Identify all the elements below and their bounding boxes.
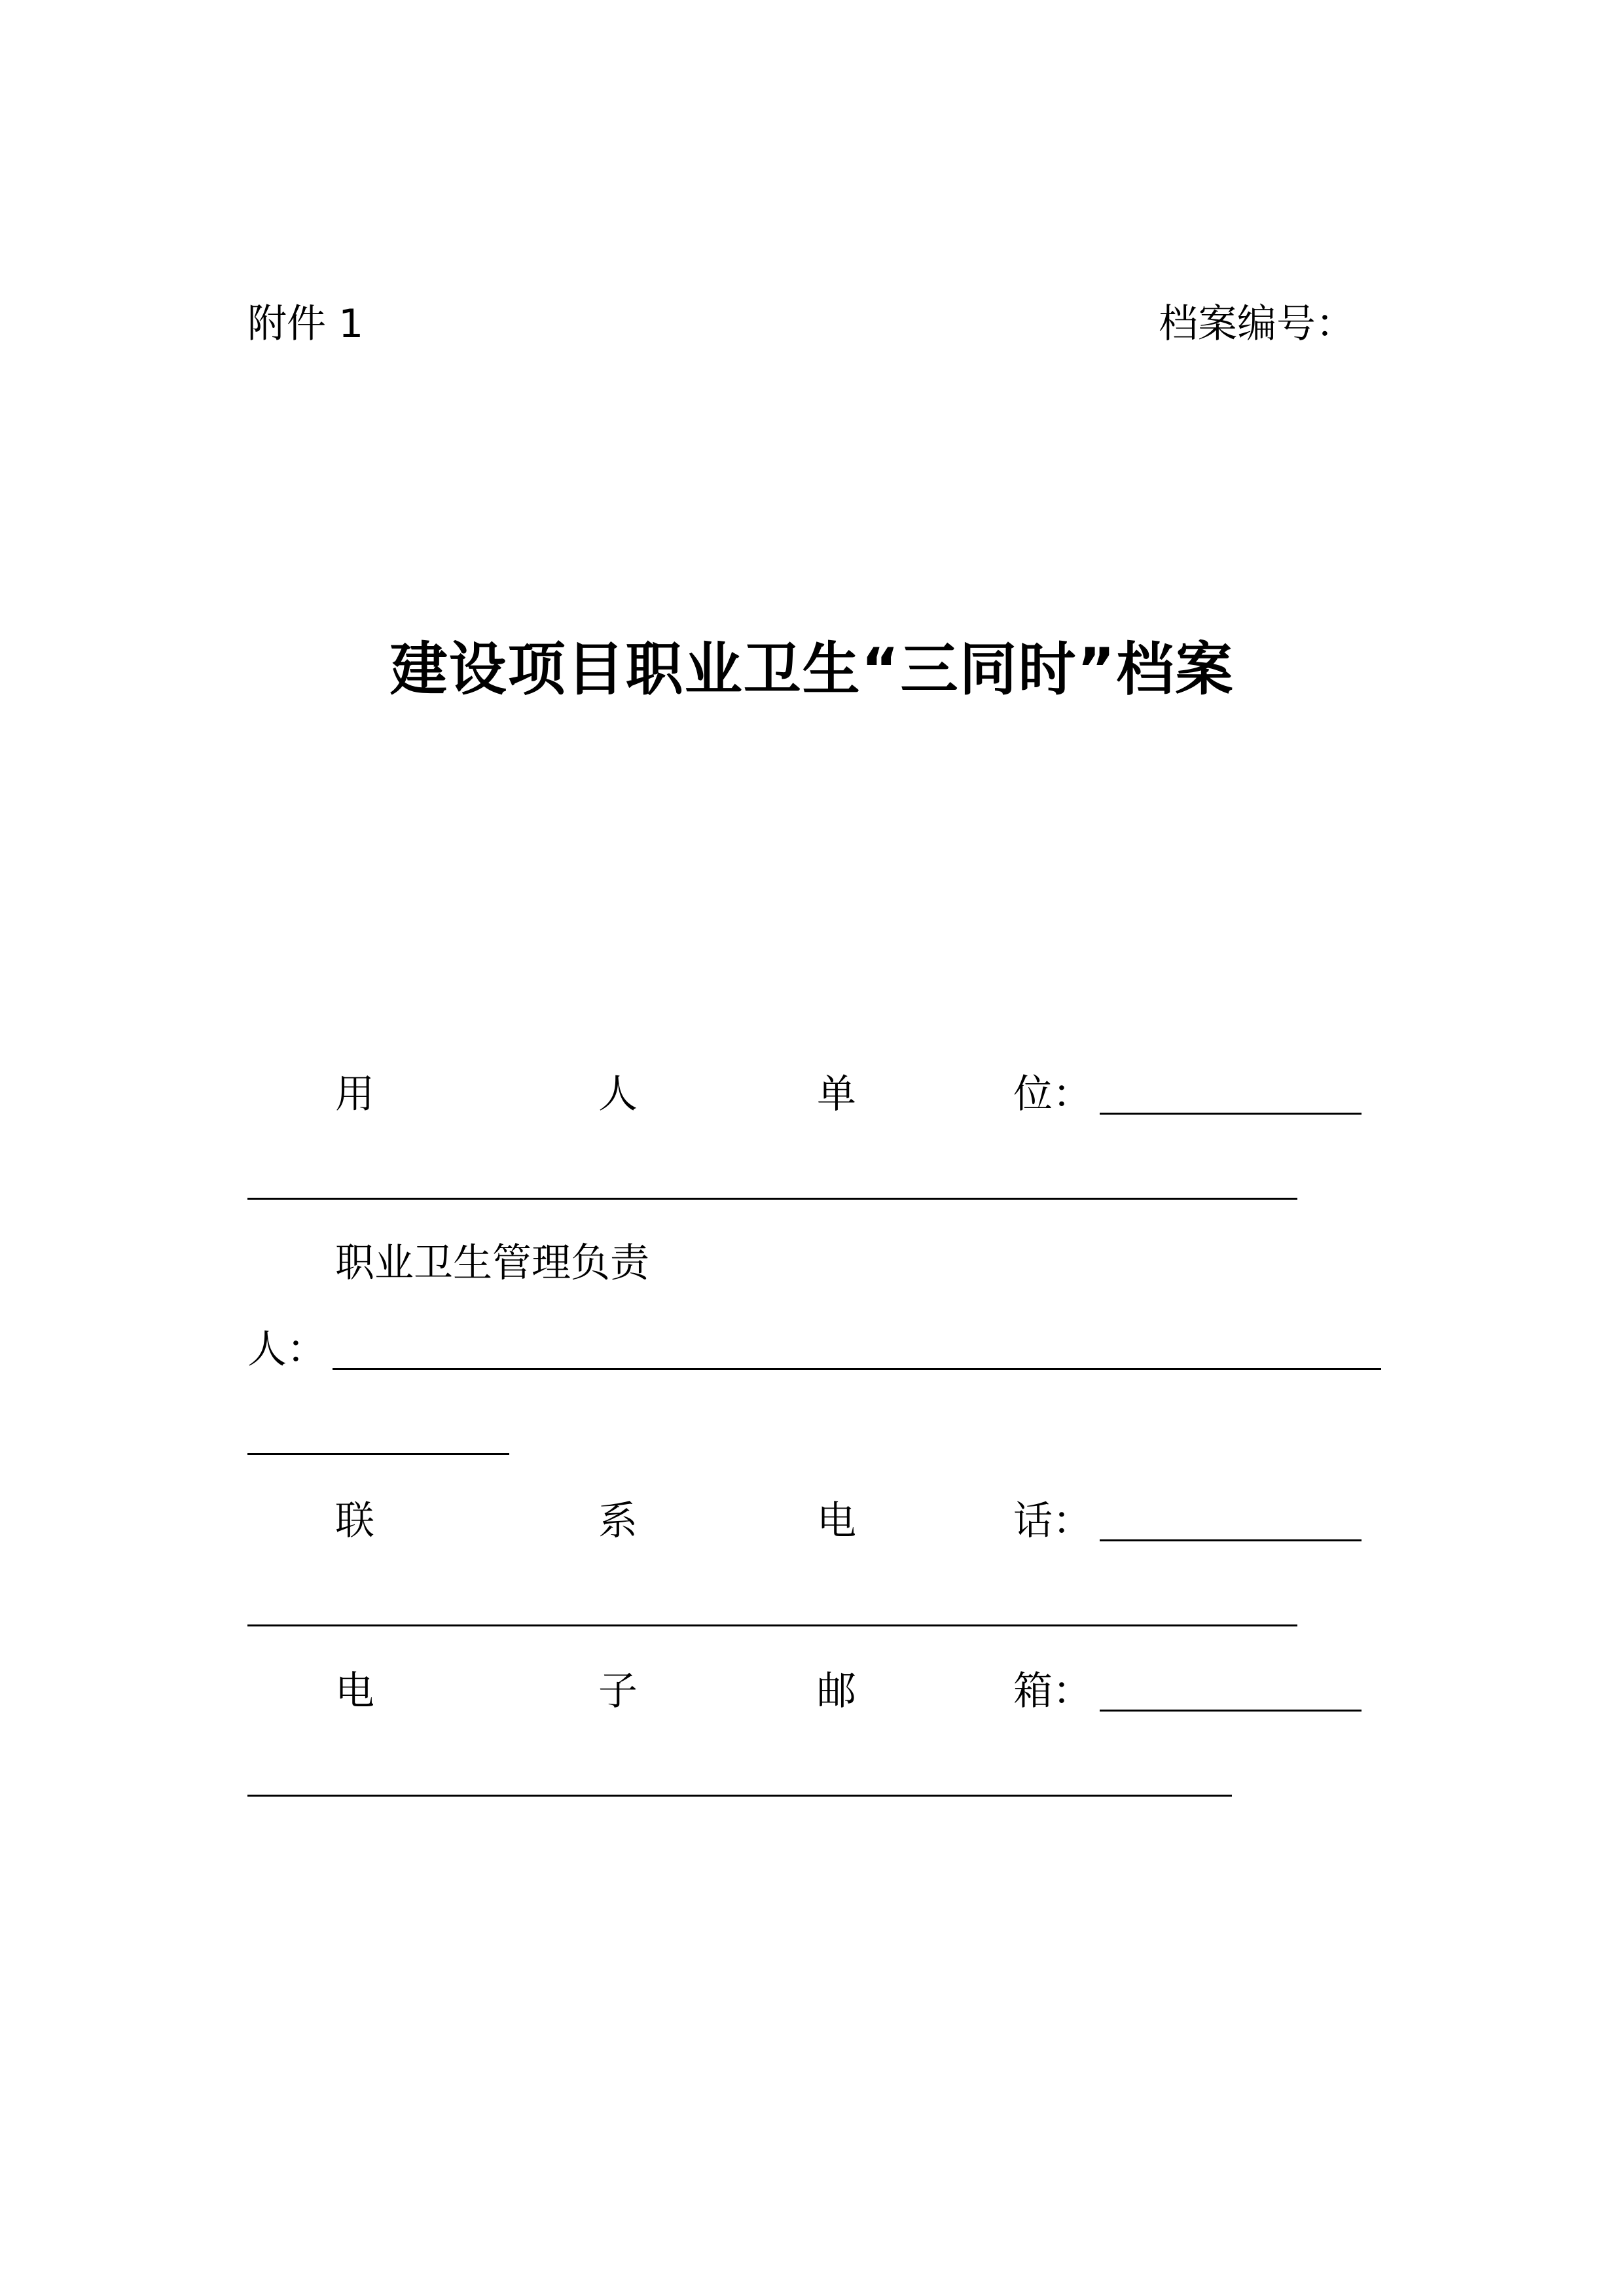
email-label-char: 电	[335, 1668, 374, 1714]
phone-label-char: 话：	[1013, 1498, 1092, 1544]
phone-label-char: 电	[817, 1498, 856, 1544]
email-blank-line[interactable]	[1100, 1710, 1362, 1712]
email-blank-line-continued[interactable]	[247, 1795, 1232, 1797]
phone-blank-line[interactable]	[1100, 1539, 1362, 1541]
employer-label-char: 用	[335, 1071, 374, 1117]
email-label-char: 子	[598, 1668, 638, 1714]
manager-label-end: 人：	[247, 1327, 326, 1372]
document-title: 建设项目职业卫生“三同时”档案	[389, 636, 1235, 703]
employer-blank-line-continued[interactable]	[247, 1198, 1297, 1200]
employer-label-char: 位：	[1013, 1071, 1092, 1117]
manager-label: 职业卫生管理负责	[335, 1240, 649, 1286]
email-label-char: 箱：	[1013, 1668, 1092, 1714]
email-label-char: 邮	[817, 1668, 856, 1714]
archive-number-label: 档案编号：	[1159, 301, 1355, 347]
manager-blank-line-continued[interactable]	[247, 1453, 509, 1455]
phone-label-char: 联	[335, 1498, 374, 1544]
email-label	[335, 1665, 1092, 1717]
phone-label-char: 系	[598, 1498, 638, 1544]
phone-blank-line-continued[interactable]	[247, 1624, 1297, 1626]
employer-label-char: 人	[598, 1071, 638, 1117]
employer-blank-line[interactable]	[1100, 1113, 1362, 1115]
attachment-label: 附件 1	[247, 301, 364, 347]
manager-blank-line[interactable]	[333, 1368, 1381, 1370]
phone-label	[335, 1495, 1092, 1547]
employer-label	[335, 1068, 1092, 1121]
employer-label-char: 单	[817, 1071, 856, 1117]
